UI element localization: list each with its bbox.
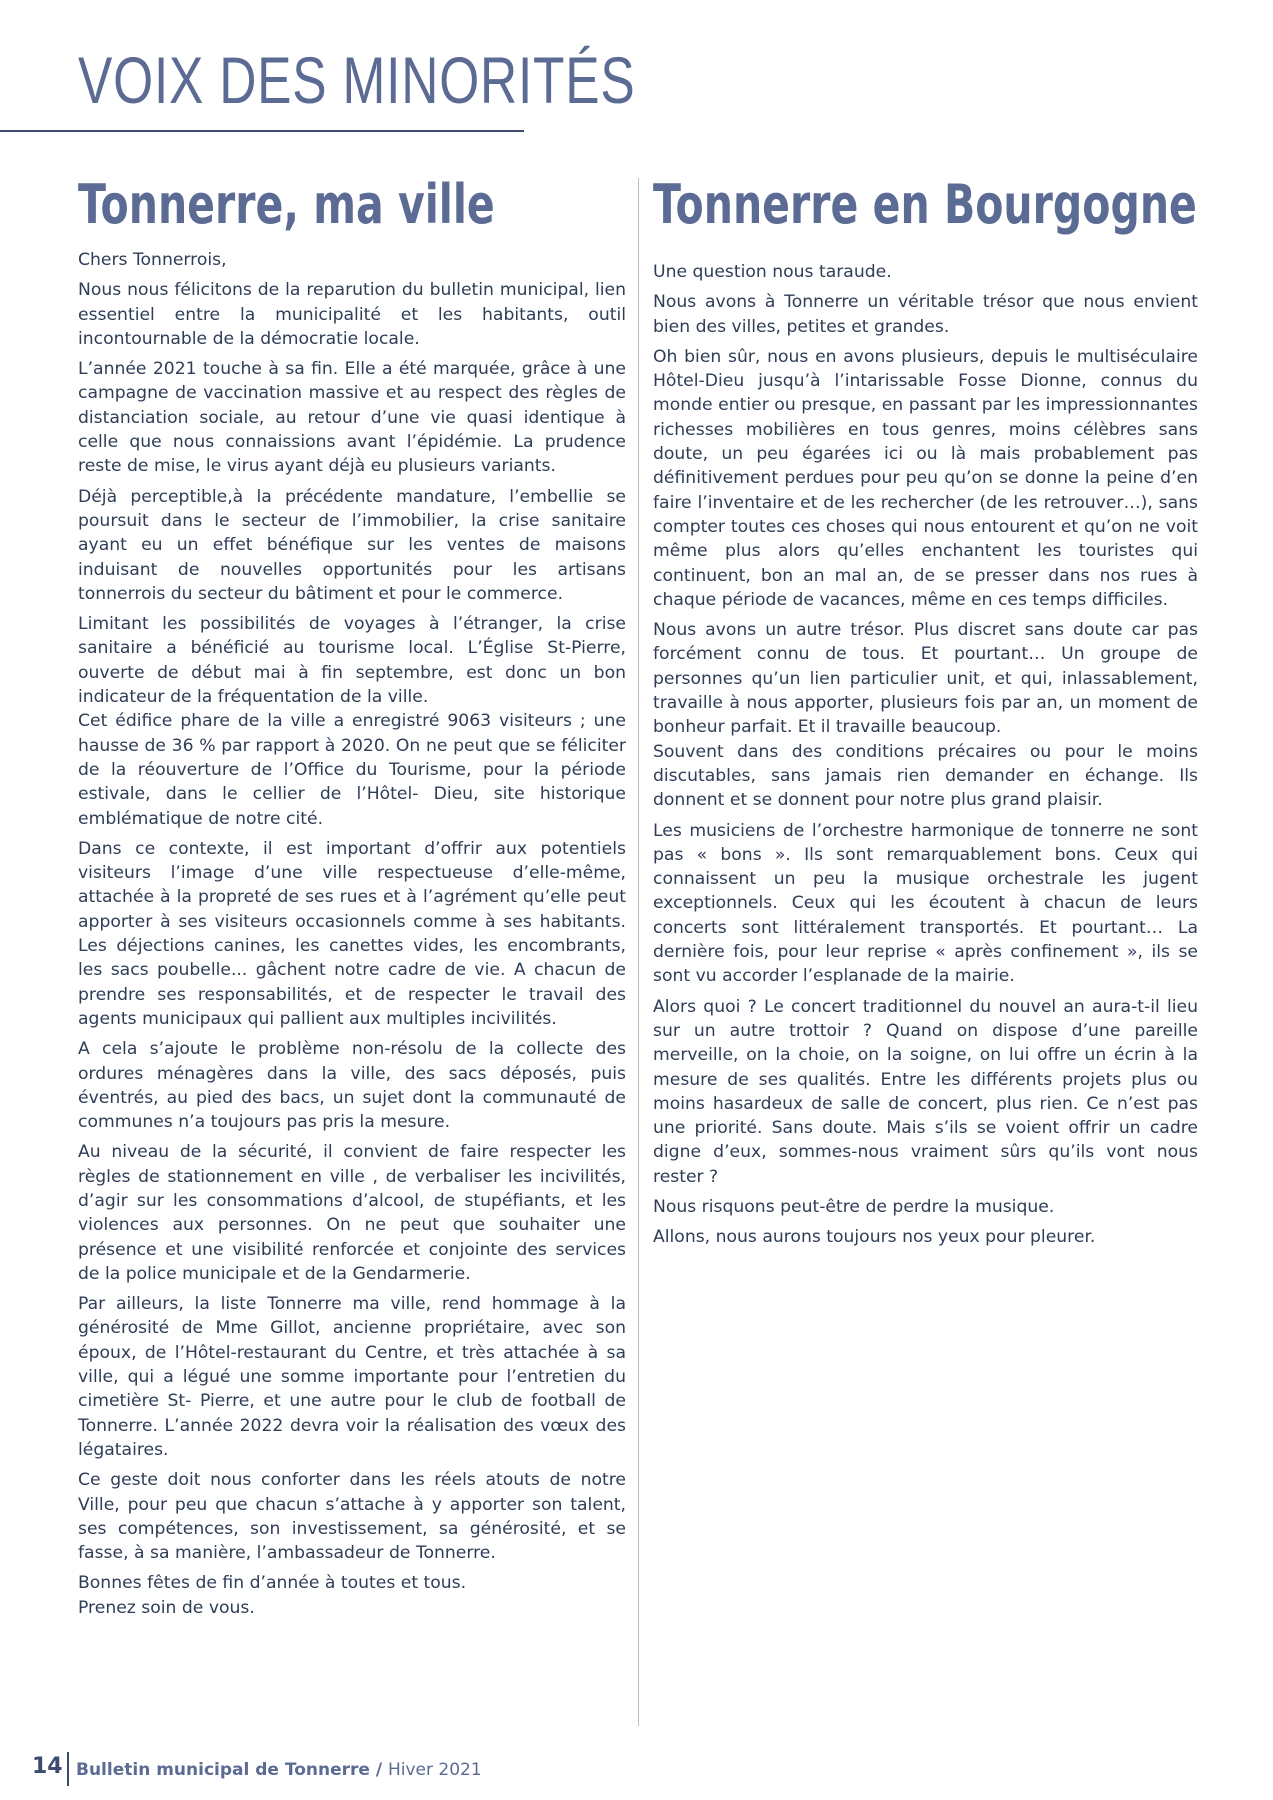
right-paragraph: Oh bien sûr, nous en avons plusieurs, depuis le multiséculaire Hôtel-Dieu jusqu’à l’intarissable Fosse Dionne, connus du monde entier ou presque, en passant par les impressionnantes richesses mobilières en tous genres, moins célèbres sans doute, un peu égarées ici ou là mais probablement pas définitivement perdues pour peu qu’on se donne la peine d’en faire l’inventaire et de les rechercher (de les retrouver…), sans compter toutes ces choses qui nous entourent et qu’on ne voit même plus alors qu’elles enchantent les touristes qui continuent, bon an mal an, de se presser dans nos rues à chaque période de vacances, même en ces temps difficiles.	[653, 346, 1198, 610]
left-paragraph: Bonnes fêtes de fin d’année à toutes et tous.	[78, 1573, 467, 1594]
left-paragraph: Au niveau de la sécurité, il convient de faire respecter les règles de stationnement en ville , de verbaliser les incivilités, d’agir sur les consommations d’alcool, de stupéfiants, et les violences aux personnes. On ne peut que souhaiter une présence et une visibilité renforcée et conjointe des services de la police municipale et de la Gendarmerie.	[78, 1142, 626, 1284]
right-paragraph: Allons, nous aurons toujours nos yeux pour pleurer.	[653, 1227, 1096, 1248]
right-article-body	[653, 260, 1198, 1250]
publication-line	[76, 1760, 482, 1780]
page-footer	[0, 1752, 600, 1792]
left-paragraph: Chers Tonnerrois,	[78, 250, 227, 270]
left-paragraph: A cela s’ajoute le problème non-résolu de la collecte des ordures ménagères dans la ville, des sacs déposés, puis éventrés, au pied des bacs, un sujet dont la communauté de communes n’a toujours pas pris la mesure.	[78, 1039, 626, 1133]
left-paragraph: Cet édifice phare de la ville a enregistré 9063 visiteurs ; une hausse de 36 % par rapport à 2020. On ne peut que se féliciter de la réouverture de l’Office du Tourisme, pour la période estivale, dans le cellier de l’Hôtel- Dieu, site historique emblématique de notre cité.	[78, 711, 626, 829]
publication-separator: /	[369, 1760, 388, 1780]
right-paragraph: Souvent dans des conditions précaires ou pour le moins discutables, sans jamais rien demander en échange. Ils donnent et se donnent pour notre plus grand plaisir.	[653, 741, 1198, 811]
right-paragraph: Nous avons à Tonnerre un véritable trésor que nous envient bien des villes, petites et grandes.	[653, 292, 1198, 337]
publication-issue: Hiver 2021	[387, 1760, 482, 1780]
right-paragraph: Nous risquons peut-être de perdre la musique.	[653, 1196, 1055, 1217]
publication-name: Bulletin municipal de Tonnerre	[76, 1760, 370, 1780]
left-article-title: Tonnerre, ma ville	[78, 173, 495, 236]
right-paragraph: Les musiciens de l’orchestre harmonique de tonnerre ne sont pas « bons ». Ils sont remarquablement bons. Ceux qui connaissent un peu la musique orchestrale les jugent exceptionnels. Ceux qui les écoutent à chacun de leurs concerts sont littéralement transportés. Et pourtant… La dernière fois, pour leur reprise « après confinement », ils se sont vu accorder l’esplanade de la mairie.	[653, 820, 1198, 987]
left-paragraph: L’année 2021 touche à sa fin. Elle a été marquée, grâce à une campagne de vaccination massive et au respect des règles de distanciation sociale, au retour d’une vie quasi identique à celle que nous connaissions avant l’épidémie. La prudence reste de mise, le virus ayant déjà eu plusieurs variants.	[78, 359, 626, 477]
left-paragraph: Prenez soin de vous.	[78, 1597, 255, 1618]
section-title: VOIX DES MINORITÉS	[78, 43, 636, 117]
left-paragraph: Ce geste doit nous conforter dans les réels atouts de notre Ville, pour peu que chacun s’attache à y apporter son talent, ses compétences, son investissement, sa générosité, et se fasse, à sa manière, l’ambassadeur de Tonnerre.	[78, 1470, 626, 1564]
left-article-body	[78, 248, 626, 1620]
page-number: 14	[32, 1754, 63, 1779]
left-paragraph: Limitant les possibilités de voyages à l’étranger, la crise sanitaire a bénéficié au tourisme local. L’Église St-Pierre, ouverte de début mai à fin septembre, est donc un bon indicateur de la fréquentation de la ville.	[78, 614, 626, 708]
footer-divider	[67, 1752, 69, 1786]
left-article	[78, 170, 626, 1626]
right-paragraph: Une question nous taraude.	[653, 262, 892, 282]
right-paragraph: Nous avons un autre trésor. Plus discret sans doute car pas forcément connu de tous. Et pourtant… Un groupe de personnes qu’un lien particulier unit, et qui, inlassablement, travaille à nous apporter, plusieurs fois par an, un moment de bonheur parfait. Et il travaille beaucoup.	[653, 620, 1198, 738]
section-title-rule	[0, 130, 524, 132]
left-paragraph: Par ailleurs, la liste Tonnerre ma ville, rend hommage à la générosité de Mme Gillot, ancienne propriétaire, avec son époux, de l’Hôtel-restaurant du Centre, et très attachée à sa ville, qui a légué une somme importante pour l’entretien du cimetière St- Pierre, et une autre pour le club de football de Tonnerre. L’année 2022 devra voir la réalisation des vœux des légataires.	[78, 1294, 626, 1460]
column-divider	[638, 178, 639, 1726]
right-article-title: Tonnerre en Bourgogne	[653, 173, 1197, 236]
left-paragraph: Nous nous félicitons de la reparution du bulletin municipal, lien essentiel entre la municipalité et les habitants, outil incontournable de la démocratie locale.	[78, 280, 626, 349]
right-article	[653, 170, 1198, 1256]
left-paragraph: Déjà perceptible,à la précédente mandature, l’embellie se poursuit dans le secteur de l’immobilier, la crise sanitaire ayant eu un effet bénéfique sur les ventes de maisons induisant de nouvelles opportunités pour les artisans tonnerrois du secteur du bâtiment et pour le commerce.	[78, 486, 626, 604]
left-paragraph: Dans ce contexte, il est important d’offrir aux potentiels visiteurs l’image d’une ville respectueuse d’elle-même, attachée à la propreté de ses rues et à l’agrément qu’elle peut apporter à ses visiteurs occasionnels comme à ses habitants. Les déjections canines, les canettes vides, les encombrants, les sacs poubelle... gâchent notre cadre de vie. A chacun de prendre ses responsabilités, et de respecter le travail des agents municipaux qui pallient aux multiples incivilités.	[78, 838, 626, 1029]
right-paragraph: Alors quoi ? Le concert traditionnel du nouvel an aura-t-il lieu sur un autre trottoir ? Quand on dispose d’une pareille merveille, on la choie, on la soigne, on lui offre un écrin à la mesure de ses qualités. Entre les différents projets plus ou moins hasardeux de salle de concert, plus rien. Ce n’est pas une priorité. Sans doute. Mais s’ils se voient offrir un cadre digne d’eux, sommes-nous vraiment sûrs qu’ils vont nous rester ?	[653, 996, 1198, 1187]
